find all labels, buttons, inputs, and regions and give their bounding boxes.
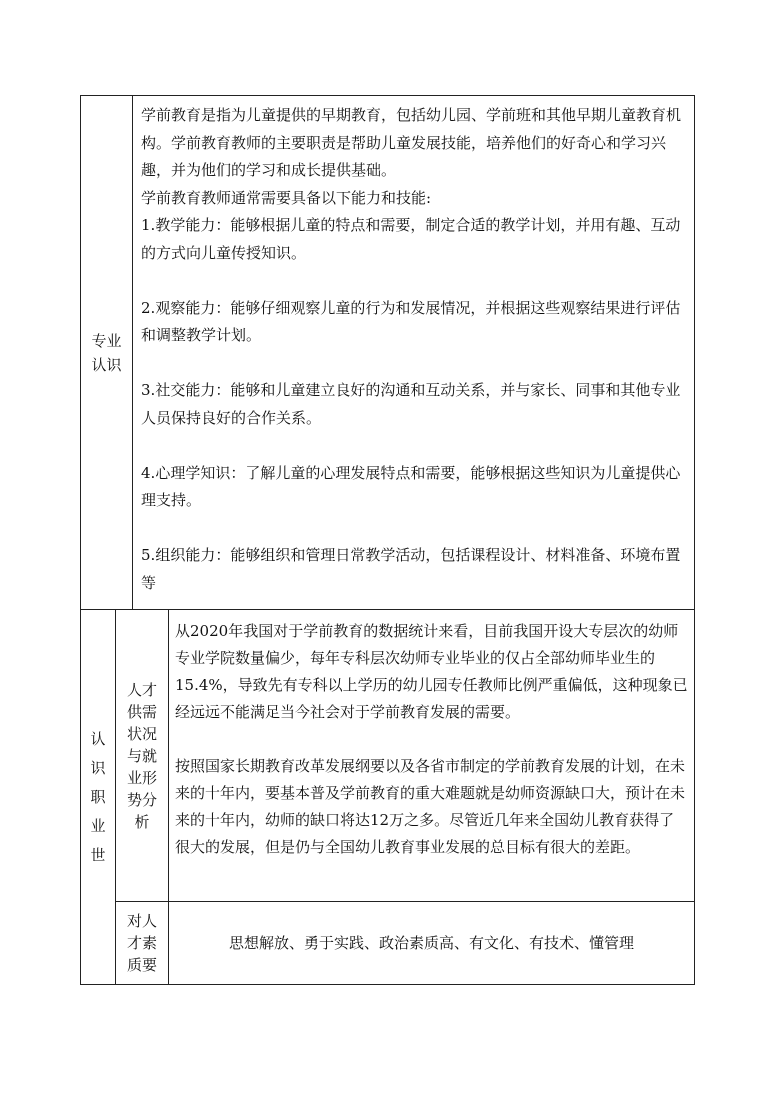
supply-paragraph: 从2020年我国对于学前教育的数据统计来看，目前我国开设大专层次的幼师专业学院数量偏少，每年专科层次幼师专业毕业的仅占全部幼师毕业生的15.4%，导致先有专科以上学历的幼儿园专任教师比例严重偏低，这种现象已经远远不能满足当今社会对于学前教育发展的需要。 [175,622,688,721]
talent-supply-content [169,610,695,902]
label-line: 状况 [127,724,158,743]
label-line: 质要 [127,956,158,974]
talent-supply-row [81,610,695,902]
professional-knowledge-row [81,96,695,610]
header-char: 认 [90,729,106,748]
label-line: 业形 [127,768,158,787]
professional-knowledge-header [81,96,133,610]
talent-supply-label [116,610,169,902]
skills-lead: 学前教育教师通常需要具备以下能力和技能: [141,188,432,207]
skill-item-teaching: 1.教学能力：能够根据儿童的特点和需要，制定合适的教学计划，并用有趣、互动的方式向儿童传授知识。 [141,216,681,262]
career-world-header [81,610,116,985]
career-planning-table [80,95,695,985]
header-char: 世 [90,845,106,864]
label-line: 势分 [127,790,158,809]
talent-requirement-row [81,902,695,985]
label-line: 与就 [127,746,158,765]
header-char: 识 [90,758,106,777]
label-line: 析 [134,812,150,831]
talent-requirement-label [116,902,169,985]
header-line: 专业 [91,331,122,350]
label-line: 人才 [127,680,158,699]
skill-item-organization: 5.组织能力：能够组织和管理日常教学活动，包括课程设计、材料准备、环境布置等 [141,546,681,592]
label-line: 对人 [127,912,158,930]
label-line: 才素 [127,934,158,952]
supply-paragraph: 按照国家长期教育改革发展纲要以及各省市制定的学前教育发展的计划，在未来的十年内，要基本普及学前教育的重大难题就是幼师资源缺口大，预计在未来的十年内，幼师的缺口将达12万之多。尽管近几年来全国幼儿教育获得了很大的发展，但是仍与全国幼儿教育事业发展的总目标有很大的差距。 [175,757,686,856]
talent-requirement-content: 思想解放、勇于实践、政治素质高、有文化、有技术、懂管理 [169,902,695,985]
header-char: 职 [90,787,106,806]
header-line: 认识 [91,355,122,374]
skill-item-psychology: 4.心理学知识：了解儿童的心理发展特点和需要，能够根据这些知识为儿童提供心理支持。 [141,463,681,509]
skill-item-observation: 2.观察能力：能够仔细观察儿童的行为和发展情况，并根据这些观察结果进行评估和调整教学计划。 [141,298,681,344]
professional-knowledge-content [133,96,695,610]
header-char: 业 [90,816,106,835]
intro-paragraph: 学前教育是指为儿童提供的早期教育，包括幼儿园、学前班和其他早期儿童教育机构。学前教育教师的主要职责是帮助儿童发展技能，培养他们的好奇心和学习兴趣，并为他们的学习和成长提供基础。 [141,106,682,179]
skill-item-social: 3.社交能力：能够和儿童建立良好的沟通和互动关系，并与家长、同事和其他专业人员保持良好的合作关系。 [141,381,681,427]
label-line: 供需 [127,702,158,721]
